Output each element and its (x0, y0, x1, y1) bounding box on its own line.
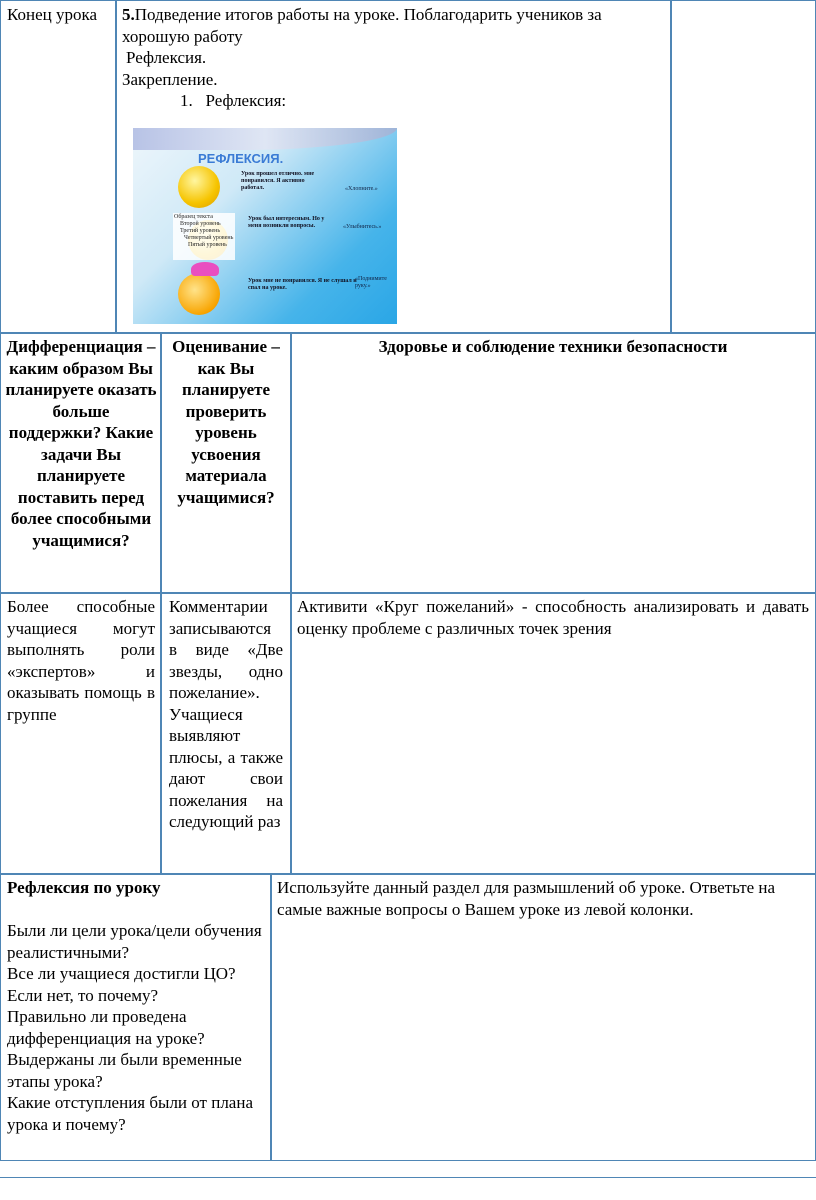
placeholder-line: Четвертый уровень (184, 235, 234, 241)
differentiation-header: Дифференциация – каким образом Вы планируете оказать больше поддержки? Какие задачи Вы планируете поставить перед более способными учащимися? (5, 337, 157, 550)
slide-title: РЕФЛЕКСИЯ. (198, 151, 284, 166)
list-item (122, 90, 665, 112)
smiley-thumbs-up-icon (178, 166, 220, 208)
health-header: Здоровье и соблюдение техники безопасности (378, 337, 728, 356)
reflection-question: Если нет, то почему? (7, 985, 159, 1005)
slide-item-action: «Улыбнитесь.» (343, 224, 382, 230)
reflection-notes-cell[interactable] (270, 873, 816, 1161)
empty-cell (670, 0, 816, 334)
reflection-question: Все ли учащиеся достигли ЦО? (7, 964, 236, 983)
bottom-border (0, 1177, 816, 1178)
reflexia-slide-image (133, 128, 397, 324)
text-placeholder (173, 213, 235, 260)
reflection-questions-cell (0, 873, 272, 1161)
health-text: Активити «Круг пожеланий» - способность анализировать и давать оценку проблеме с различных точек зрения (297, 597, 809, 638)
assessment-text: Комментарии записываются в виде «Две звезды, одно пожелание». Учащиеся выявляют плюсы, а также дают свои пожелания на следующий раз (169, 597, 283, 831)
differentiation-header-cell (0, 332, 162, 594)
lesson-end-label-cell (0, 0, 117, 334)
reflection-question: Правильно ли проведена дифференциация на уроке? (7, 1007, 205, 1048)
slide-item-text: Урок прошел отлично. мне понравился. Я активно работал. (241, 171, 315, 191)
slide-wave (133, 128, 397, 150)
slide-item-text: Урок мне не понравился. Я не слушал и спал на уроке. (248, 278, 357, 291)
reflection-instruction: Используйте данный раздел для размышлений об уроке. Ответьте на самые важные вопросы о Вашем уроке из левой колонки. (277, 878, 776, 919)
differentiation-text: Более способные учащиеся могут выполнять роли «экспертов» и оказывать помощь в группе (7, 597, 155, 724)
list-text: Рефлексия: (205, 91, 287, 110)
reflection-question: Были ли цели урока/цели обучения реалистичными? (7, 921, 262, 962)
lesson-end-label: Конец урока (7, 5, 98, 24)
slide-item-action: «Поднимите руку.» (355, 276, 387, 289)
list-number: 1. (180, 91, 193, 110)
placeholder-line: Образец текста (174, 214, 213, 220)
placeholder-line: Второй уровень (180, 221, 221, 227)
step-number: 5. (122, 5, 135, 24)
sleepy-sun-icon (178, 273, 220, 315)
differentiation-cell (0, 592, 162, 875)
health-header-cell (290, 332, 816, 594)
reflection-title: Рефлексия по уроку (7, 878, 161, 897)
assessment-cell (160, 592, 292, 875)
placeholder-line: Третий уровень (180, 228, 221, 234)
summary-text: Подведение итогов работы на уроке. Поблагодарить учеников за хорошую работу (122, 5, 602, 46)
slide-item-text: Урок был интересным. Но у меня возникли вопросы. (248, 216, 325, 229)
reflection-question: Какие отступления были от плана урока и почему? (7, 1093, 253, 1134)
placeholder-line: Пятый уровень (188, 242, 227, 248)
assessment-header: Оценивание – как Вы планируете проверить уровень усвоения материала учащимися? (172, 337, 280, 507)
health-cell (290, 592, 816, 875)
reflection-question: Выдержаны ли были временные этапы урока? (7, 1050, 242, 1091)
nightcap-icon (191, 262, 219, 276)
assessment-header-cell (160, 332, 292, 594)
reflexia-line: Рефлексия. (126, 48, 207, 67)
summary-heading (122, 4, 665, 47)
zakreplenie-line: Закрепление. (122, 69, 218, 89)
slide-item-action: «Хлопните.» (345, 186, 378, 192)
